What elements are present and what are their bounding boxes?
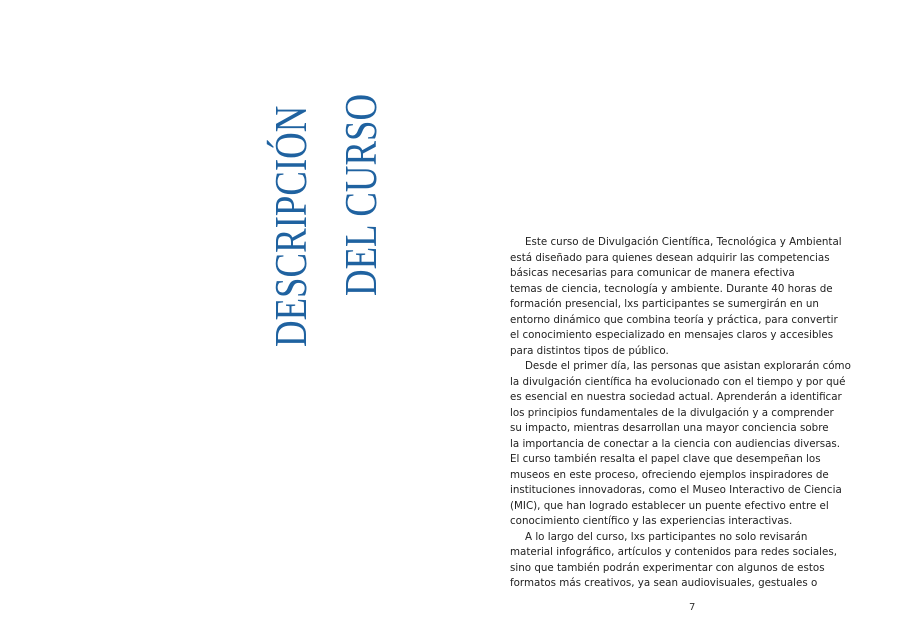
course-description — [510, 235, 851, 592]
section-title-line-2: DEL CURSO — [335, 93, 386, 296]
text-line: su impacto, mientras desarrollan una mayor conciencia sobre — [510, 422, 829, 434]
text-line: la divulgación científica ha evolucionado con el tiempo y por qué — [510, 375, 846, 388]
text-line: está diseñado para quienes desean adquirir las competencias — [510, 251, 830, 264]
text-line: el conocimiento especializado en mensajes claros y accesibles — [510, 329, 834, 341]
text-line: Desde el primer día, las personas que asistan explorarán cómo — [525, 360, 851, 372]
text-line: A lo largo del curso, lxs participantes no solo revisarán — [525, 530, 808, 543]
text-line: material infográfico, artículos y contenidos para redes sociales, — [510, 546, 837, 558]
text-line: la importancia de conectar a la ciencia con audiencias diversas. — [510, 437, 841, 450]
section-title-line-1: DESCRIPCIÓN — [265, 105, 316, 347]
text-line: básicas necesarias para comunicar de manera efectiva — [510, 267, 795, 279]
text-line: los principios fundamentales de la divulgación y a comprender — [510, 406, 834, 419]
text-line: (MIC), que han logrado establecer un puente efectivo entre el — [510, 499, 829, 512]
text-line: sino que también podrán experimentar con algunos de estos — [510, 561, 825, 574]
text-line: es esencial en nuestra sociedad actual. Aprenderán a identificar — [510, 391, 842, 403]
text-line: Este curso de Divulgación Científica, Tecnológica y Ambiental — [525, 236, 842, 248]
text-line: El curso también resalta el papel clave que desempeñan los — [510, 453, 821, 465]
text-line: formatos más creativos, ya sean audiovisuales, gestuales o — [510, 577, 818, 589]
text-line: museos en este proceso, ofreciendo ejemplos inspiradores de — [510, 468, 829, 481]
page-number: 7 — [689, 602, 696, 613]
text-line: instituciones innovadoras, como el Museo Interactivo de Ciencia — [510, 484, 842, 496]
text-line: formación presencial, lxs participantes se sumergirán en un — [510, 298, 819, 310]
text-line: conocimiento científico y las experiencias interactivas. — [510, 515, 793, 527]
text-line: entorno dinámico que combina teoría y práctica, para convertir — [510, 313, 838, 326]
text-line: temas de ciencia, tecnología y ambiente. Durante 40 horas de — [510, 282, 833, 295]
text-line: para distintos tipos de público. — [510, 344, 669, 357]
